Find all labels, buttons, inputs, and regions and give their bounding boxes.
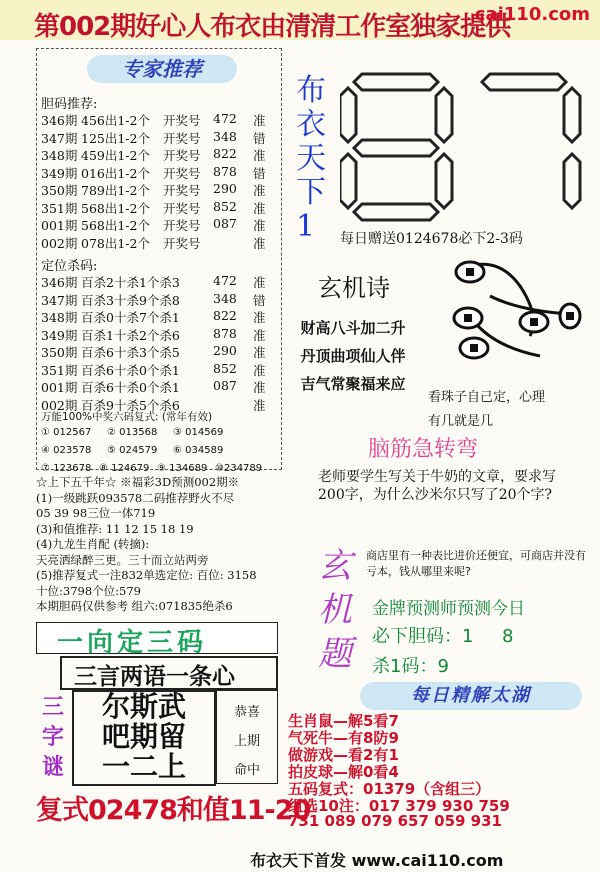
footer: 布衣天下首发 www.cai110.com — [250, 851, 504, 870]
dan-result: 错 — [253, 165, 266, 181]
dan-pick: 125出1-2个 — [81, 130, 150, 146]
riddle-box — [72, 690, 216, 786]
bulletin-line: 十位:3798个位:579 — [36, 583, 141, 598]
dan-mid: 开奖号 — [163, 200, 201, 216]
sha-num: 822 — [213, 308, 237, 323]
dan-num: 290 — [213, 181, 237, 196]
sha-issue: 350期 — [41, 345, 78, 360]
dan-result: 错 — [253, 130, 266, 146]
dan-result: 准 — [253, 183, 266, 198]
dan-pick: 568出1-2个 — [81, 200, 150, 216]
sha-issue: 001期 — [41, 380, 78, 395]
sha-pick: 百杀9十杀5个杀6 — [81, 397, 180, 413]
taihu-line: 五码复式：01379（含组三） — [288, 780, 491, 798]
brain-question: 老师要学生写关于牛奶的文章，要求写200字，为什么沙米尔只写了20个字? — [318, 469, 556, 503]
dan-mid: 开奖号 — [163, 235, 201, 251]
dan-issue: 001期 — [41, 218, 78, 233]
poem-lines — [288, 314, 418, 398]
sha-issue: 347期 — [41, 292, 78, 308]
bulletin-line: 05 39 98三位一体719 — [36, 506, 156, 520]
yiju-subtitle: 三言两语一条心 — [74, 663, 235, 690]
sha-result: 准 — [253, 362, 266, 378]
dan-table — [41, 111, 277, 261]
sha-result: 准 — [253, 380, 266, 395]
sha-issue: 349期 — [41, 327, 78, 343]
dan-mid: 开奖号 — [163, 148, 201, 163]
dan-issue: 346期 — [41, 113, 78, 128]
dan-pick: 016出1-2个 — [81, 165, 150, 181]
page-title: 第002期好心人布衣由清清工作室独家提供 — [34, 12, 511, 42]
poem-line-1: 财高八斗加二升 — [300, 319, 406, 337]
fushi-title: 万能100%中奖六码复式: (常年有效) — [41, 411, 213, 423]
xuanji-ti-side — [318, 544, 358, 676]
sha-result: 准 — [253, 397, 266, 413]
dan-result: 准 — [253, 200, 266, 216]
bulletin-panel — [36, 474, 286, 614]
taihu-line: 731 089 079 657 059 931 — [288, 812, 502, 830]
taihu-line: 组选10注：017 379 930 759 — [288, 797, 510, 815]
dan-pick: 459出1-2个 — [81, 148, 150, 163]
sha-num: 852 — [213, 360, 237, 376]
congrats-box — [216, 690, 278, 784]
riddle-line-3: 一二上 — [101, 750, 186, 783]
fushi-grid — [41, 427, 277, 474]
beads-graphic — [430, 256, 590, 374]
poem-note-1: 看珠子自己定，心理 — [428, 390, 546, 405]
dan-issue: 351期 — [41, 200, 78, 216]
expert-banner-text: 专家推荐 — [122, 57, 202, 81]
yiju-banner — [36, 622, 278, 658]
sha-label: 定位杀码: — [41, 259, 98, 274]
dan-num: 348 — [213, 128, 237, 144]
sha-pick: 百杀3十杀9个杀8 — [81, 292, 180, 308]
congrats-2: 上期 — [233, 734, 260, 749]
bulletin-line: ☆上下五千年☆ ※福彩3D预测002期※ — [36, 475, 240, 489]
yiju-banner-text: 一向定三码 — [57, 628, 208, 658]
bulletin-line: (3)和值推荐: 11 12 15 18 19 — [36, 521, 194, 536]
buyi-char-4: 下 — [296, 175, 326, 210]
taihu-line: 拍皮球—解0看4 — [288, 763, 399, 781]
sha-result: 错 — [253, 292, 266, 308]
sha-issue: 346期 — [41, 275, 78, 290]
fushi-item: ⑦ 123678 — [41, 463, 92, 474]
buyi-char-1: 布 — [296, 73, 326, 108]
dan-pick: 078出1-2个 — [81, 235, 150, 251]
kill-today: 杀1码：9 — [372, 656, 449, 677]
gold-predictor: 金牌预测师预测今日 — [372, 599, 525, 619]
taihu-line: 生肖鼠—解5看7 — [288, 712, 399, 730]
fushi-bottom: 复式02478和值11-20 — [36, 795, 311, 826]
bulletin-line: 本期胆码仅供参考 组六:071835绝杀6 — [36, 599, 233, 613]
sha-result: 准 — [253, 327, 266, 343]
taihu-line: 气死牛—有8防9 — [288, 729, 399, 747]
fushi-item: ⑩234789 — [215, 463, 263, 474]
bulletin-line: (4)九龙生肖配 (转摘): — [36, 537, 150, 551]
fushi-item: ⑧ 124679 — [99, 463, 150, 474]
dan-issue: 349期 — [41, 165, 78, 181]
poem-line-2: 丹顶曲项仙人伴 — [300, 347, 406, 365]
dan-num: 472 — [213, 111, 237, 126]
buyi-char-2: 衣 — [296, 107, 326, 142]
sha-pick: 百杀1十杀2个杀6 — [81, 327, 180, 343]
sha-result: 准 — [253, 275, 266, 290]
header-bar — [0, 0, 600, 40]
sha-result: 准 — [253, 345, 266, 360]
taihu-line: 做游戏—看2有1 — [288, 746, 399, 764]
digit-display-graphic — [340, 64, 590, 224]
sha-pick: 百杀6十杀0个杀1 — [81, 380, 180, 395]
expert-banner — [87, 55, 237, 83]
dan-mid: 开奖号 — [163, 113, 201, 128]
buyi-char-3: 天 — [296, 141, 326, 176]
sha-pick: 百杀6十杀3个杀5 — [81, 345, 180, 360]
taihu-banner-text: 每日精解太湖 — [411, 685, 531, 706]
sha-num: 348 — [213, 290, 237, 306]
buyi-char-5: 1 — [296, 209, 316, 244]
taihu-lines — [288, 710, 588, 830]
brain-banner: 脑筋急转弯 — [368, 437, 479, 462]
taihu-banner — [360, 682, 582, 710]
dan-mid: 开奖号 — [163, 218, 201, 233]
dan-pick: 568出1-2个 — [81, 218, 150, 233]
dan-num: 822 — [213, 146, 237, 161]
dan-today: 必下胆码：1 8 — [372, 626, 514, 647]
fushi-item: ② 013568 — [107, 427, 158, 438]
sha-num: 087 — [213, 378, 237, 393]
sha-table — [41, 273, 277, 423]
fushi-item: ① 012567 — [41, 427, 92, 438]
fushi-item: ③ 014569 — [173, 427, 224, 438]
dan-pick: 789出1-2个 — [81, 183, 150, 198]
buyi-vertical — [296, 74, 336, 244]
xuanji-poem-panel — [288, 260, 592, 429]
fushi-item: ⑤ 024579 — [107, 445, 158, 456]
dan-num: 852 — [213, 198, 237, 214]
riddle-side-2: 字 — [41, 724, 64, 750]
sha-pick: 百杀6十杀0个杀1 — [81, 362, 180, 378]
dan-pick: 456出1-2个 — [81, 113, 150, 128]
dan-issue: 002期 — [41, 235, 78, 251]
buyi-daily: 每日赠送0124678必下2-3码 — [340, 231, 523, 247]
dan-result: 准 — [253, 113, 266, 128]
dan-num: 087 — [213, 216, 237, 231]
poem-note-2: 有几就是几 — [428, 414, 494, 429]
riddle-side — [36, 692, 70, 782]
expert-panel — [36, 48, 282, 474]
poem-line-3: 吉气常聚福来应 — [300, 375, 406, 393]
sha-issue: 351期 — [41, 362, 78, 378]
dan-mid: 开奖号 — [163, 130, 201, 146]
riddle-line-1: 尔斯武 — [101, 690, 186, 723]
bulletin-line: (5)推荐复式一注832单选定位: 百位: 3158 — [36, 568, 257, 582]
sha-num: 290 — [213, 343, 237, 358]
xuanji-ti-char-3: 题 — [318, 634, 352, 674]
dan-result: 准 — [253, 218, 266, 233]
xuanji-ti-text: 商店里有一种表比进价还便宜，可商店并没有亏本，钱从哪里来呢? — [366, 549, 586, 578]
xuanji-poem-title: 玄机诗 — [318, 274, 390, 302]
sha-pick: 百杀0十杀7个杀1 — [81, 310, 180, 325]
dan-result: 准 — [253, 148, 266, 163]
dan-issue: 350期 — [41, 183, 78, 198]
riddle-line-2: 吧期留 — [101, 720, 186, 753]
dan-issue: 348期 — [41, 148, 78, 163]
congrats-1: 恭喜 — [233, 705, 260, 720]
sha-num: 878 — [213, 325, 237, 341]
dan-issue: 347期 — [41, 130, 78, 146]
buyi-panel — [290, 68, 590, 258]
yiju-subtitle-box — [60, 656, 278, 690]
fushi-item: ⑥ 034589 — [173, 445, 224, 456]
site-logo[interactable]: cai110.com — [474, 4, 590, 25]
bulletin-line: 天亮洒绿醉三更。三十而立站两旁 — [36, 552, 209, 567]
xuanji-ti-char-1: 玄 — [318, 546, 352, 586]
dan-result: 准 — [253, 235, 266, 251]
sha-result: 准 — [253, 310, 266, 325]
sha-pick: 百杀2十杀1个杀3 — [81, 275, 180, 290]
dan-mid: 开奖号 — [163, 183, 201, 198]
riddle-side-3: 谜 — [41, 754, 64, 780]
congrats-3: 命中 — [233, 763, 260, 778]
dan-num: 878 — [213, 163, 237, 179]
dan-mid: 开奖号 — [163, 165, 201, 181]
sha-issue: 348期 — [41, 310, 78, 325]
fushi-item: ⑨ 134689 — [157, 463, 208, 474]
xuanji-ti-char-2: 机 — [318, 590, 352, 630]
riddle-side-1: 三 — [41, 694, 64, 720]
sha-issue: 002期 — [41, 397, 78, 413]
sha-num: 472 — [213, 273, 237, 288]
dan-label: 胆码推荐: — [41, 97, 98, 112]
bulletin-line: (1)一级跳跃093578二码推荐野火不尽 — [36, 490, 235, 505]
fushi-item: ④ 023578 — [41, 445, 92, 456]
